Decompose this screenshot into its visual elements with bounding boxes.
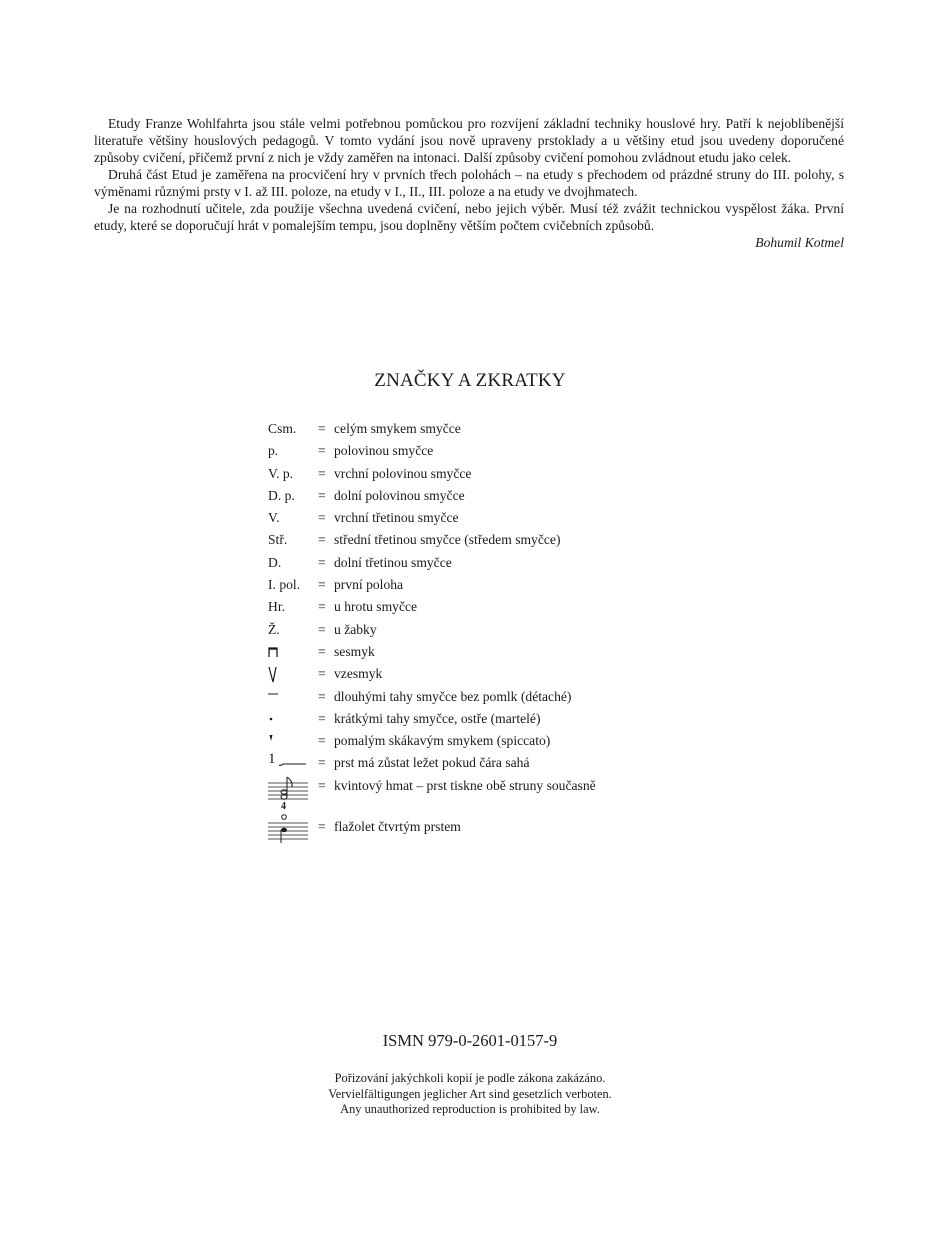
legend-row — [268, 574, 688, 596]
legend-row — [268, 686, 688, 708]
legend-abbrev: p. — [268, 443, 279, 459]
legend-abbrev: D. p. — [268, 487, 295, 503]
legend-description: krátkými tahy smyčce, ostře (martelé) — [334, 710, 541, 726]
legend-abbrev: V. — [268, 510, 280, 526]
legend-row — [268, 730, 688, 752]
down-bow-icon — [268, 644, 316, 662]
section-title: ZNAČKY A ZKRATKY — [374, 370, 566, 391]
legend-row — [268, 619, 688, 641]
equals-sign: = — [318, 487, 326, 503]
legend-row — [268, 529, 688, 551]
equals-sign: = — [318, 666, 326, 682]
legend-abbrev: Hr. — [268, 599, 285, 615]
legend-description: vzesmyk — [334, 666, 383, 682]
staccato-dot-icon — [268, 711, 316, 729]
equals-sign: = — [318, 443, 326, 459]
legend-abbrev: Ž. — [268, 621, 280, 637]
ismn-number: ISMN 979-0-2601-0157-9 — [382, 1031, 558, 1050]
legend-description: kvintový hmat – prst tiskne obě struny současně — [334, 777, 596, 793]
legend-description: prst má zůstat ležet pokud čára sahá — [334, 755, 530, 771]
legend-row — [268, 752, 688, 774]
finger-hold-line-icon — [268, 752, 316, 770]
equals-sign: = — [318, 621, 326, 637]
legend-abbrev: V. p. — [268, 465, 294, 481]
legend-row — [268, 485, 688, 507]
spiccato-wedge-icon — [268, 733, 316, 751]
equals-sign: = — [318, 554, 326, 570]
intro-paragraph: Druhá část Etud je zaměřena na procvičení hry v prvních třech polohách – na etudy s přechodem od prázdné struny do III. polohy, s výměnami různými prsty v I. až III. poloze, na etudy v I., II., III. poloze a na etudy ve dvojhmatech. — [94, 167, 844, 199]
legend-row — [268, 440, 688, 462]
author-signature: Bohumil Kotmel — [755, 235, 844, 250]
equals-sign: = — [318, 688, 326, 704]
legend-abbrev: I. pol. — [268, 577, 301, 593]
legend-description: sesmyk — [334, 643, 375, 659]
intro-paragraph: Je na rozhodnutí učitele, zda použije všechna uvedená cvičení, nebo jejich výběr. Musí též zvážit technickou vyspělost žáka. První etudy, které se doporučují hrát v pomalejším tempu, jsou doplněny větším počtem cvičebních způsobů. — [94, 201, 844, 233]
harmonic-fourth-finger-icon — [268, 800, 316, 847]
legend-abbrev: D. — [268, 554, 282, 570]
up-bow-icon — [268, 666, 316, 684]
legend-row — [268, 708, 688, 730]
equals-sign: = — [318, 710, 326, 726]
fifth-double-stop-icon — [268, 775, 316, 793]
notice-line: Vervielfältigungen jeglicher Art sind gesetzlich verboten. — [328, 1086, 612, 1101]
legend-row — [268, 552, 688, 574]
legend-description: vrchní polovinou smyčce — [334, 465, 472, 481]
legend-description: u žabky — [334, 621, 377, 637]
notice-line: Pořizování jakýchkoli kopií je podle zákona zakázáno. — [334, 1071, 606, 1085]
legend-row — [268, 418, 688, 440]
legend-row — [268, 507, 688, 529]
abbreviation-legend — [268, 418, 688, 847]
legend-row — [268, 596, 688, 618]
legend-row — [268, 463, 688, 485]
legend-row — [268, 775, 688, 803]
intro-text — [94, 115, 844, 234]
legend-description: dolní třetinou smyčce — [334, 554, 452, 570]
equals-sign: = — [318, 577, 326, 593]
legend-description: dolní polovinou smyčce — [334, 487, 465, 503]
equals-sign: = — [318, 532, 326, 548]
finger-number: 4 — [281, 800, 286, 812]
legend-row — [268, 641, 688, 663]
legend-description: vrchní třetinou smyčce — [334, 510, 459, 526]
equals-sign: = — [318, 421, 326, 436]
equals-sign: = — [318, 643, 326, 659]
legend-row — [268, 800, 688, 847]
legend-description: pomalým skákavým smykem (spiccato) — [334, 733, 551, 749]
legend-abbrev: Stř. — [268, 532, 288, 548]
legend-description: u hrotu smyčce — [334, 599, 418, 615]
copyright-notice — [0, 1071, 940, 1118]
notice-line: Any unauthorized reproduction is prohibited by law. — [340, 1102, 600, 1116]
equals-sign: = — [318, 733, 326, 749]
equals-sign: = — [318, 755, 326, 771]
equals-sign: = — [318, 777, 326, 793]
equals-sign: = — [318, 599, 326, 615]
legend-row — [268, 663, 688, 685]
legend-description: první poloha — [334, 577, 404, 593]
legend-description: dlouhými tahy smyčce bez pomlk (détaché) — [334, 688, 572, 704]
tenuto-dash-icon — [268, 689, 316, 707]
equals-sign: = — [318, 818, 326, 834]
legend-description: celým smykem smyčce — [334, 421, 461, 436]
finger-number: 1 — [268, 751, 276, 768]
intro-paragraph: Etudy Franze Wohlfahrta jsou stále velmi potřebnou pomůckou pro rozvíjení základní techniky houslové hry. Patří k nejoblíbenější literatuře většiny houslových pedagogů. V tomto vydání jsou nově upraveny prstoklady a u většiny etud jsou uvedeny doporučené způsoby cvičení, přičemž první z nich je vždy zaměřen na intonaci. Další způsoby cvičení pomohou zvládnout etudu jako celek. — [94, 116, 844, 165]
legend-description: střední třetinou smyčce (středem smyčce) — [334, 532, 561, 548]
equals-sign: = — [318, 510, 326, 526]
legend-abbrev: Csm. — [268, 421, 297, 436]
legend-description: polovinou smyčce — [334, 443, 434, 459]
legend-description: flažolet čtvrtým prstem — [334, 818, 461, 834]
equals-sign: = — [318, 465, 326, 481]
